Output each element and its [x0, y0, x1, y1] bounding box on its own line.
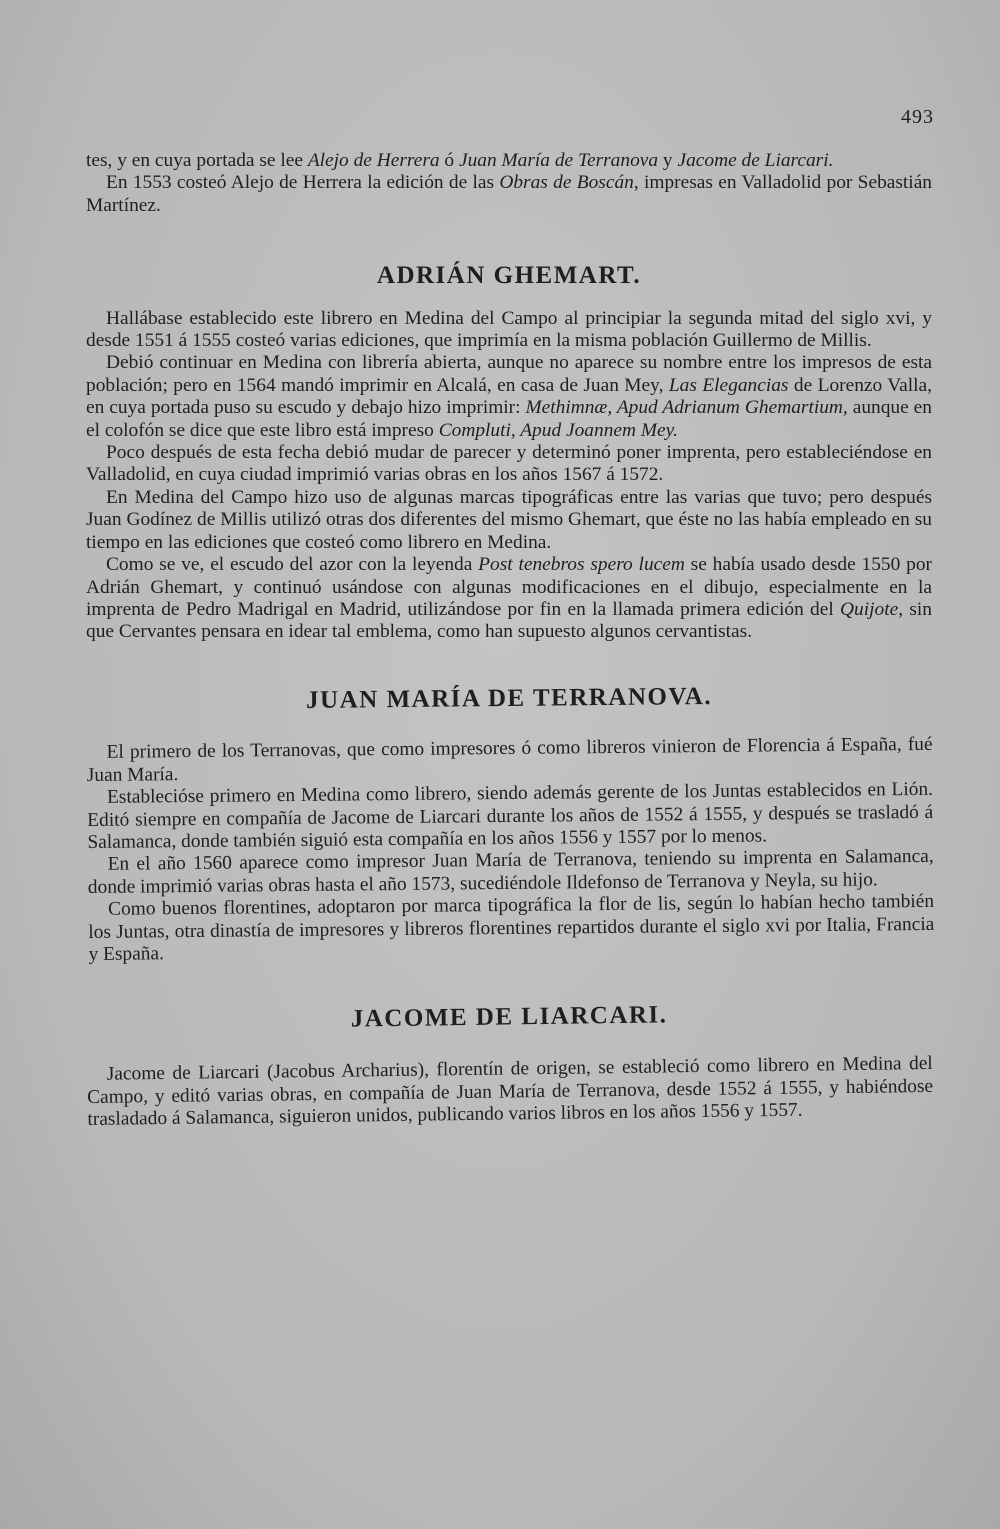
heading-adrian-ghemart: ADRIÁN GHEMART.	[376, 262, 642, 290]
terranova-paragraph-4: Como buenos florentines, adoptaron por marca tipográfica la flor de lis, según lo habían hecho también los Juntas, otra dinastía de impresores y libreros florentines repartidos durante el siglo xvi por Italia, Francia y España.	[88, 890, 935, 965]
ghemart-paragraph-2: Debió continuar en Medina con librería abierta, aunque no aparece su nombre entre los impresos de esta población; pero en 1564 mandó imprimir en Alcalá, en casa de Juan Mey, Las Elegancias de Lorenzo Valla, en cuya portada puso su escudo y debajo hizo imprimir: Methimnæ, Apud Adrianum Ghemartium, aunque en el colofón se dice que este libro está impreso Compluti, Apud Joannem Mey.	[86, 352, 932, 441]
ghemart-paragraph-5: Como se ve, el escudo del azor con la leyenda Post tenebros spero lucem se había usado desde 1550 por Adrián Ghemart, y continuó usándose con algunas modificaciones en el dibujo, especialmente en la imprenta de Pedro Madrigal en Madrid, utilizándose por fin en la llamada primera edición del Quijote, sin que Cervantes pensara en idear tal emblema, como han supuesto algunos cervantistas.	[86, 554, 932, 643]
section-liarcari	[86, 1001, 933, 1132]
liarcari-paragraph-1: Jacome de Liarcari (Jacobus Archarius), florentín de origen, se estableció como librero en Medina del Campo, y editó varias obras, en compañía de Juan María de Terranova, desde 1552 á 1555, y habiéndose trasladado á Salamanca, siguieron unidos, publicando varios libros en los años 1556 y 1557.	[86, 1053, 934, 1131]
ghemart-paragraph-3: Poco después de esta fecha debió mudar de parecer y determinó poner imprenta, pero estableciéndose en Valladolid, en cuya ciudad imprimió varias obras en los años 1567 á 1572.	[86, 442, 932, 486]
page-body	[86, 150, 935, 1132]
page-number: 493	[901, 106, 934, 128]
intro-paragraph-2: En 1553 costeó Alejo de Herrera la edición de las Obras de Boscán, impresas en Valladolid por Sebastián Martínez.	[86, 172, 932, 216]
heading-juan-maria-de-terranova: JUAN MARÍA DE TERRANOVA.	[305, 682, 713, 714]
terranova-paragraph-2: Establecióse primero en Medina como librero, siendo además gerente de los Juntas establecidos en Lión. Editó siempre en compañía de Jacome de Liarcari durante los años de 1552 á 1555, y después se trasladó á Salamanca, donde también siguió esta compañía en los años 1556 y 1557 por lo menos.	[87, 778, 934, 853]
intro-paragraph-1: tes, y en cuya portada se lee Alejo de Herrera ó Juan María de Terranova y Jacome de Liarcari.	[86, 150, 834, 171]
ghemart-paragraph-1: Hallábase establecido este librero en Medina del Campo al principiar la segunda mitad del siglo xvi, y desde 1551 á 1555 costeó varias ediciones, que imprimía en la misma población Guillermo de Millis.	[86, 307, 932, 352]
heading-jacome-de-liarcari: JACOME DE LIARCARI.	[350, 1001, 668, 1033]
ghemart-paragraph-4: En Medina del Campo hizo uso de algunas marcas tipográficas entre las varias que tuvo; pero después Juan Godínez de Millis utilizó otras dos diferentes del mismo Ghemart, que éste no las había empleado en su tiempo en las ediciones que costeó como librero en Medina.	[86, 486, 932, 553]
terranova-paragraph-1: El primero de los Terranovas, que como impresores ó como libreros vinieron de Florencia á España, fué Juan María.	[86, 734, 933, 786]
section-terranova	[86, 684, 935, 967]
terranova-paragraph-3: En el año 1560 aparece como impresor Juan María de Terranova, teniendo su imprenta en Salamanca, donde imprimió varias obras hasta el año 1573, sucediéndole Ildefonso de Terranova y Neyla, su hijo.	[87, 846, 934, 898]
